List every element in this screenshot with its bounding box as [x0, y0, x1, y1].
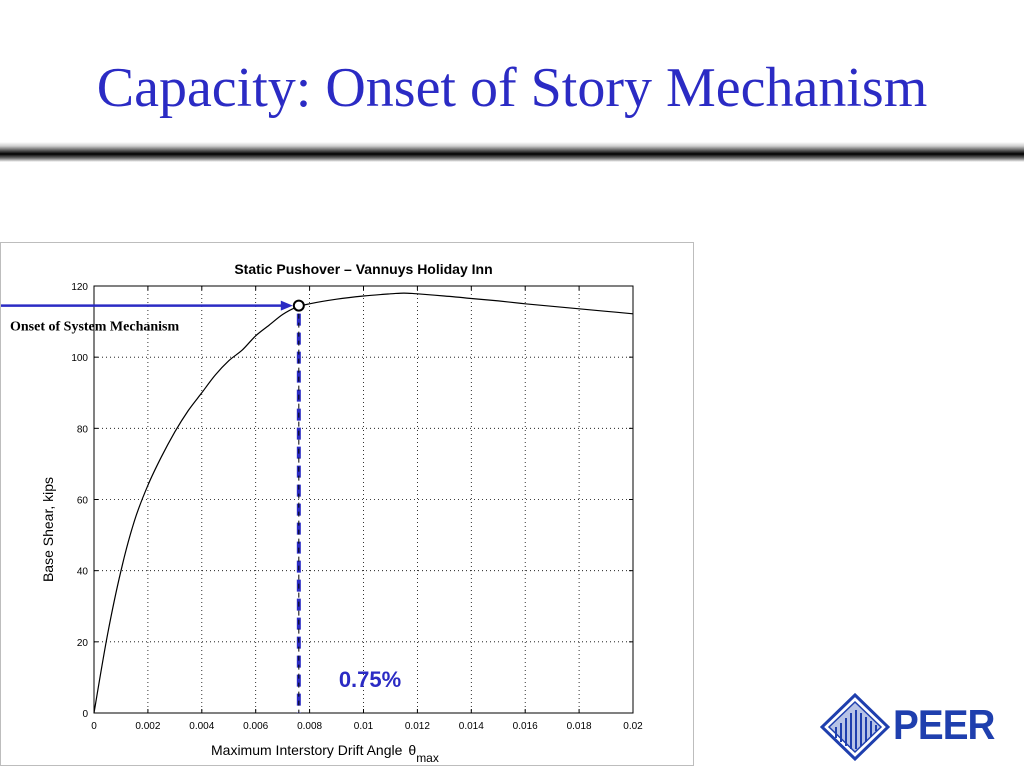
- mechanism-callout-label: Onset of System Mechanism: [10, 319, 180, 335]
- x-tick-label: 0.018: [566, 721, 592, 732]
- x-axis-label-text: Maximum Interstory Drift Angle: [211, 742, 403, 758]
- x-axis-label: [211, 742, 439, 765]
- y-tick-label: 0: [82, 709, 88, 720]
- y-tick-label: 60: [76, 495, 88, 507]
- ticks-layer: [71, 282, 643, 732]
- mechanism-marker: [294, 301, 304, 311]
- x-tick-label: 0: [91, 721, 97, 732]
- y-tick-label: 20: [76, 637, 88, 649]
- x-tick-label: 0.004: [189, 721, 215, 732]
- x-tick-label: 0.016: [512, 721, 538, 732]
- y-tick-label: 40: [76, 566, 88, 578]
- chart-canvas: [1, 243, 695, 767]
- pushover-chart: [0, 242, 694, 766]
- peer-logo: [820, 693, 995, 761]
- x-tick-label: 0.006: [243, 721, 269, 732]
- x-tick-label: 0.014: [458, 721, 484, 732]
- chart-title: Static Pushover – Vannuys Holiday Inn: [234, 261, 493, 277]
- drift-percent-label: 0.75%: [338, 667, 402, 692]
- x-tick-label: 0.002: [135, 721, 161, 732]
- y-axis-label: Base Shear, kips: [40, 476, 56, 583]
- y-tick-label: 120: [71, 282, 88, 293]
- slide-title: Capacity: Onset of Story Mechanism: [96, 57, 928, 119]
- x-tick-label: 0.01: [353, 721, 374, 732]
- peer-diamond-logo-icon: [820, 693, 890, 761]
- y-tick-label: 100: [71, 353, 88, 365]
- x-axis-label-subscript: max: [416, 751, 439, 765]
- title-divider: [0, 142, 1024, 162]
- x-tick-label: 0.02: [623, 721, 643, 732]
- grid-layer: [94, 286, 633, 713]
- x-axis-label-symbol: θ: [408, 742, 417, 758]
- x-tick-label: 0.008: [297, 721, 323, 732]
- peer-logo-text: PEER: [893, 701, 995, 748]
- x-tick-label: 0.012: [404, 721, 430, 732]
- y-tick-label: 80: [76, 424, 88, 436]
